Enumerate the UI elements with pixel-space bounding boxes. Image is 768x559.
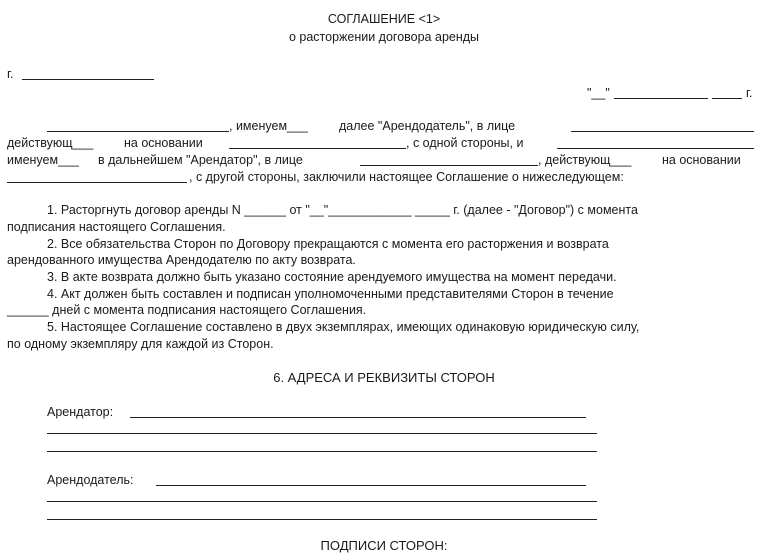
intro-l2-b: на основании bbox=[124, 136, 203, 150]
intro-l3-c: , действующ___ bbox=[538, 153, 632, 167]
tenant-details-line-2[interactable] bbox=[47, 433, 597, 434]
landlord-label: Арендодатель: bbox=[47, 473, 134, 487]
clause-5-line-2: по одному экземпляру для каждой из Сторон. bbox=[7, 337, 274, 351]
landlord-name-blank[interactable] bbox=[47, 131, 229, 132]
clause-2-line-1: 2. Все обязательства Сторон по Договору прекращаются с момента его расторжения и возврата bbox=[47, 237, 609, 251]
clause-2-line-2: арендованного имущества Арендодателю по акту возврата. bbox=[7, 253, 356, 267]
clause-5-line-1: 5. Настоящее Соглашение составлено в двух экземплярах, имеющих одинаковую юридическую силу, bbox=[47, 320, 640, 334]
intro-l1-b: далее "Арендодатель", в лице bbox=[339, 119, 516, 133]
clause-3-line-1: 3. В акте возврата должно быть указано состояние арендуемого имущества на момент передачи. bbox=[47, 270, 617, 284]
date-month-blank[interactable] bbox=[614, 98, 708, 99]
date-year-blank[interactable] bbox=[712, 98, 742, 99]
landlord-details-line-2[interactable] bbox=[47, 501, 597, 502]
tenant-rep-blank[interactable] bbox=[360, 165, 538, 166]
landlord-rep-blank[interactable] bbox=[571, 131, 754, 132]
landlord-details-line-1[interactable] bbox=[156, 485, 586, 486]
signatures-title: ПОДПИСИ СТОРОН: bbox=[320, 538, 448, 553]
document-title: СОГЛАШЕНИЕ <1> bbox=[327, 12, 441, 26]
intro-l2-a: действующ___ bbox=[7, 136, 94, 150]
tenant-name-blank[interactable] bbox=[557, 148, 754, 149]
clause-1-line-2: подписания настоящего Соглашения. bbox=[7, 220, 226, 234]
landlord-details-line-3[interactable] bbox=[47, 519, 597, 520]
document-subtitle: о расторжении договора аренды bbox=[288, 30, 480, 44]
intro-l3-a: именуем___ bbox=[7, 153, 79, 167]
section-6-title: 6. АДРЕСА И РЕКВИЗИТЫ СТОРОН bbox=[273, 370, 495, 385]
date-year-suffix: г. bbox=[746, 86, 753, 100]
intro-l4-a: , с другой стороны, заключили настоящее Соглашение о нижеследующем: bbox=[189, 170, 624, 184]
tenant-label: Арендатор: bbox=[47, 405, 114, 419]
tenant-details-line-1[interactable] bbox=[130, 417, 586, 418]
city-prefix: г. bbox=[7, 67, 14, 81]
date-day: "__" bbox=[587, 86, 610, 100]
intro-l3-b: в дальнейшем "Арендатор", в лице bbox=[98, 153, 303, 167]
landlord-basis-blank[interactable] bbox=[229, 148, 406, 149]
intro-l3-d: на основании bbox=[662, 153, 741, 167]
tenant-basis-blank[interactable] bbox=[7, 182, 187, 183]
tenant-details-line-3[interactable] bbox=[47, 451, 597, 452]
clause-4-line-2: ______ дней с момента подписания настоящего Соглашения. bbox=[7, 303, 367, 317]
city-blank[interactable] bbox=[22, 79, 154, 80]
intro-l2-c: , с одной стороны, и bbox=[406, 136, 524, 150]
clause-4-line-1: 4. Акт должен быть составлен и подписан уполномоченными представителями Сторон в течение bbox=[47, 287, 614, 301]
clause-1-line-1: 1. Расторгнуть договор аренды N ______ от "__"____________ _____ г. (далее - "Договор") с момента bbox=[47, 203, 638, 217]
intro-l1-a: , именуем___ bbox=[229, 119, 308, 133]
